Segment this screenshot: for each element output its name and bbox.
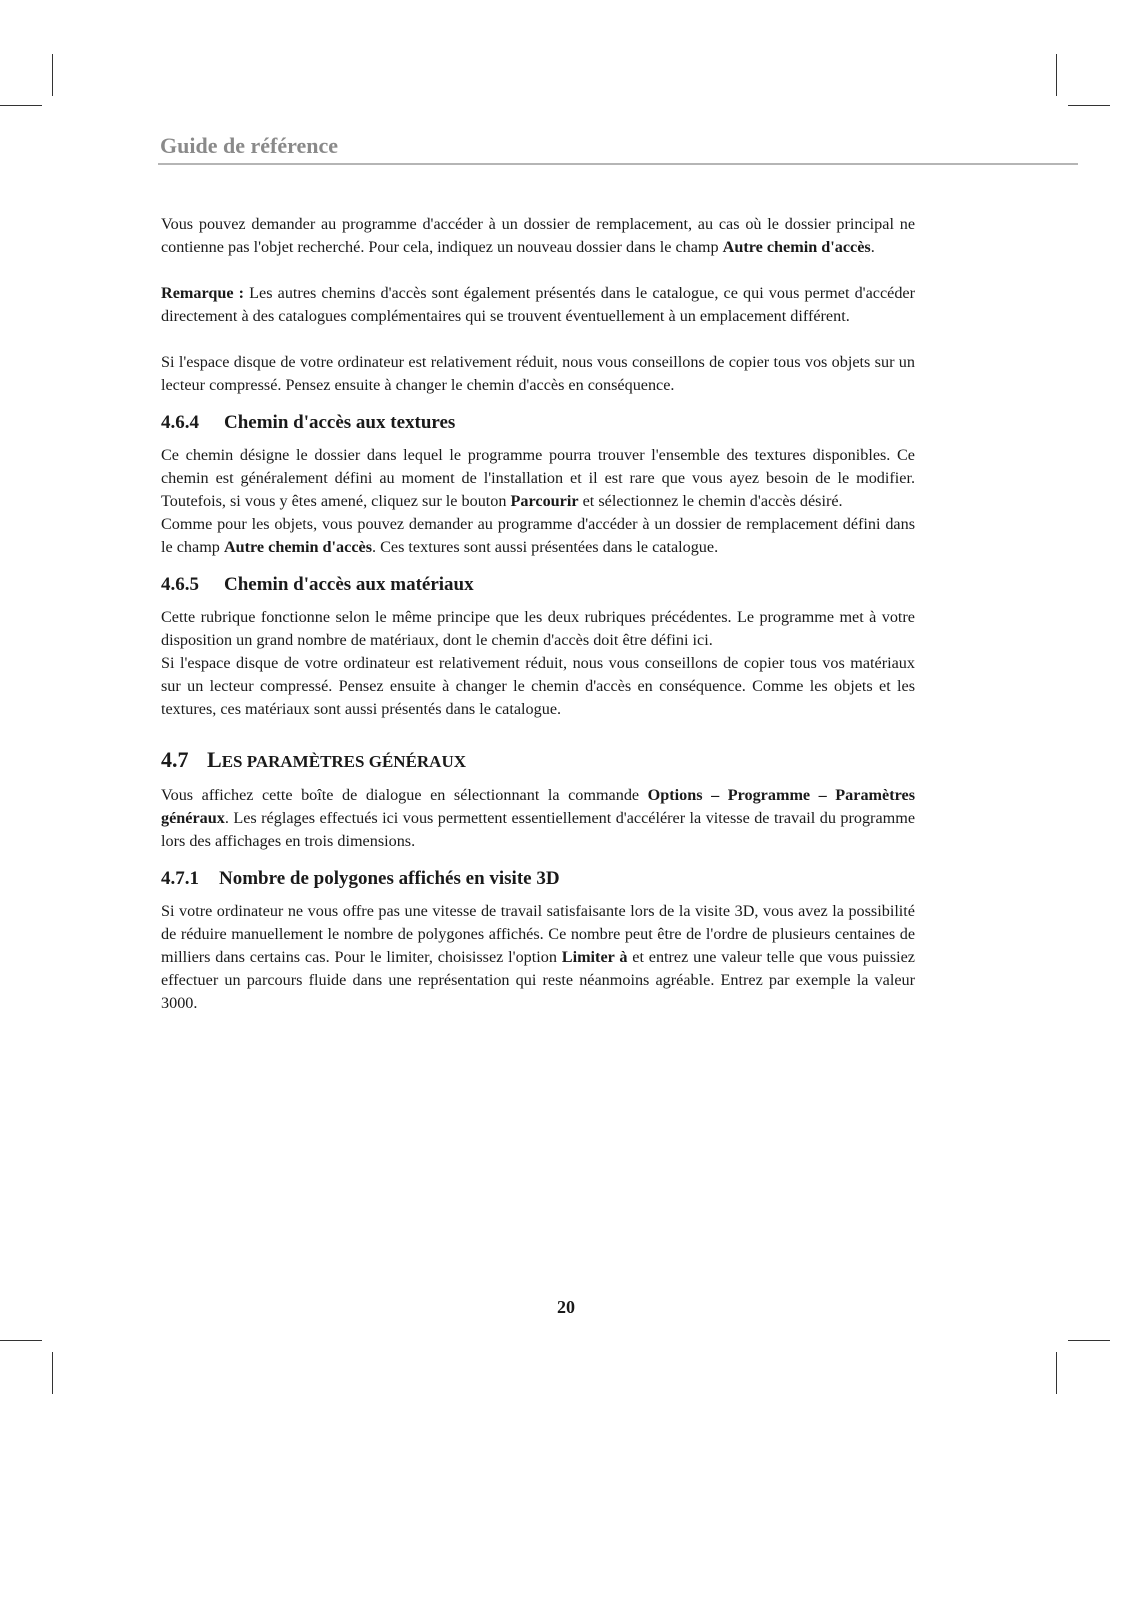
crop-mark: [0, 1340, 42, 1341]
crop-mark: [1056, 1352, 1057, 1394]
paragraph: Vous pouvez demander au programme d'accéder à un dossier de remplacement, au cas où le dossier principal ne contienne pas l'objet recherché. Pour cela, indiquez un nouveau dossier dans le champ Autre chemin d'accès.: [161, 215, 915, 256]
paragraph: Si l'espace disque de votre ordinateur est relativement réduit, nous vous conseillons de copier tous vos objets sur un lecteur compressé. Pensez ensuite à changer le chemin d'accès en conséquence.: [161, 353, 915, 394]
section-heading-4-7-1: 4.7.1 Nombre de polygones affichés en visite 3D: [161, 868, 560, 889]
crop-mark: [52, 1352, 53, 1394]
paragraph: Vous affichez cette boîte de dialogue en sélectionnant la commande Options – Programme – Paramètres généraux. Les réglages effectués ici vous permettent essentiellement d'accélérer la vitesse de travail du programme lors des affichages en trois dimensions.: [161, 786, 915, 850]
crop-mark: [1068, 1340, 1110, 1341]
section-heading-4-7: 4.7 LES PARAMÈTRES GÉNÉRAUX: [161, 747, 467, 772]
crop-mark: [52, 54, 53, 96]
paragraph: Si l'espace disque de votre ordinateur est relativement réduit, nous vous conseillons de copier tous vos matériaux sur un lecteur compressé. Pensez ensuite à changer le chemin d'accès en conséquence. Comme les objets et les textures, ces matériaux sont aussi présentés dans le catalogue.: [161, 654, 915, 718]
paragraph: Comme pour les objets, vous pouvez demander au programme d'accéder à un dossier de remplacement défini dans le champ Autre chemin d'accès. Ces textures sont aussi présentées dans le catalogue.: [161, 515, 915, 556]
header-rule: [158, 163, 1078, 165]
crop-mark: [0, 105, 42, 106]
running-header: Guide de référence: [160, 133, 338, 158]
paragraph: Si votre ordinateur ne vous offre pas une vitesse de travail satisfaisante lors de la visite 3D, vous avez la possibilité de réduire manuellement le nombre de polygones affichés. Ce nombre peut être de l'ordre de plusieurs centaines de milliers dans certains cas. Pour le limiter, choisissez l'option Limiter à et entrez une valeur telle que vous puissiez effectuer un parcours fluide dans une représentation qui reste néanmoins agréable. Entrez par exemple la valeur 3000.: [161, 902, 915, 1012]
crop-mark: [1056, 54, 1057, 96]
note-paragraph: Remarque : Les autres chemins d'accès sont également présentés dans le catalogue, ce qui vous permet d'accéder directement à des catalogues complémentaires qui se trouvent éventuellement à un emplacement différent.: [161, 284, 915, 325]
paragraph: Ce chemin désigne le dossier dans lequel le programme pourra trouver l'ensemble des textures disponibles. Ce chemin est généralement défini au moment de l'installation et il est rare que vous ayez besoin de le modifier. Toutefois, si vous y êtes amené, cliquez sur le bouton Parcourir et sélectionnez le chemin d'accès désiré.: [161, 446, 915, 510]
crop-mark: [1068, 105, 1110, 106]
note-label: Remarque :: [161, 284, 245, 302]
page-number: 20: [557, 1297, 575, 1317]
page-content: [161, 213, 915, 1015]
section-heading-4-6-4: 4.6.4 Chemin d'accès aux textures: [161, 412, 456, 433]
section-heading-4-6-5: 4.6.5 Chemin d'accès aux matériaux: [161, 574, 474, 595]
paragraph: Cette rubrique fonctionne selon le même principe que les deux rubriques précédentes. Le programme met à votre disposition un grand nombre de matériaux, dont le chemin d'accès doit être défini ici.: [161, 608, 915, 649]
